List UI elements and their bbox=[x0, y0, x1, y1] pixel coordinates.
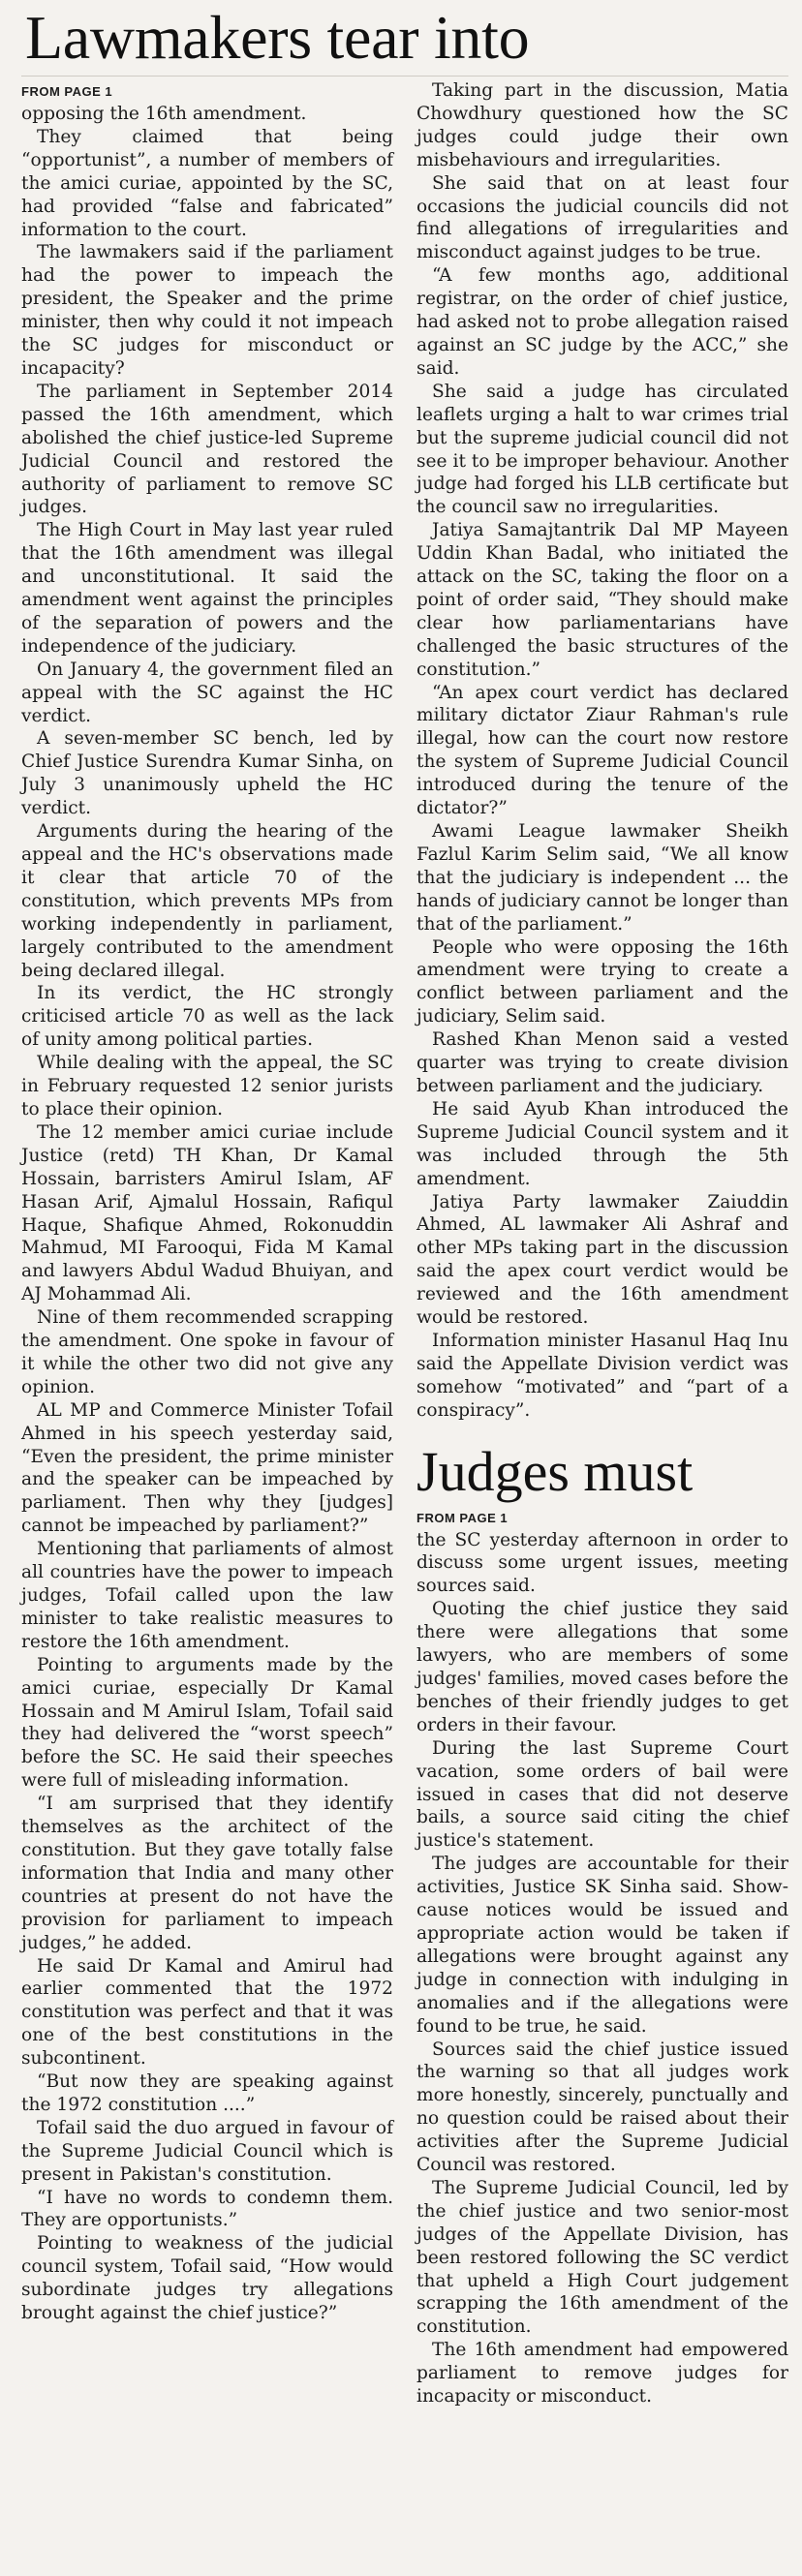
story1-paragraph: On January 4, the government filed an appeal with the SC against the HC verdict. bbox=[21, 659, 393, 726]
story1-paragraph: The High Court in May last year ruled that the 16th amendment was illegal and unconstitutional. It said the amendment went against the principles of the separation of powers and the independence of the judiciary. bbox=[21, 520, 393, 657]
story1-paragraph: Nine of them recommended scrapping the amendment. One spoke in favour of it while the other two did not give any opinion. bbox=[21, 1307, 393, 1397]
story1-paragraph: Awami League lawmaker Sheikh Fazlul Karim Selim said, “We all know that the judiciary is independent ... the hands of judiciary cannot be longer than that of the parliament.” bbox=[416, 821, 788, 935]
story2-paragraph: Quoting the chief justice they said there were allegations that some lawyers, who are members of some judges' families, moved cases before the benches of their friendly judges to get orders in their favour. bbox=[416, 1599, 788, 1735]
story1-paragraph: “But now they are speaking against the 1972 constitution ....” bbox=[21, 2071, 393, 2115]
story1-paragraph: Information minister Hasanul Haq Inu said the Appellate Division verdict was somehow “motivated” and “part of a conspiracy”. bbox=[416, 1330, 788, 1421]
story1-paragraph: “I am surprised that they identify themselves as the architect of the constitution. But they gave totally false information that India and many other countries at present do not have the provision for parliament to impeach judges,” he added. bbox=[21, 1794, 393, 1953]
story1-paragraph: She said that on at least four occasions the judicial councils did not find allegations of irregularities and misconduct against judges to be true. bbox=[416, 172, 788, 263]
story2-paragraph: During the last Supreme Court vacation, some orders of bail were issued in cases that did not deserve bails, a source said citing the chief justice's statement. bbox=[416, 1737, 788, 1852]
story1-paragraph: “I have no words to condemn them. They are opportunists.” bbox=[21, 2187, 393, 2231]
story2-paragraph: the SC yesterday afternoon in order to discuss some urgent issues, meeting sources said. bbox=[416, 1529, 788, 1597]
story1-paragraph: People who were opposing the 16th amendment were trying to create a conflict between parliament and the judiciary, Selim said. bbox=[416, 936, 788, 1027]
story2-paragraph: The judges are accountable for their activities, Justice SK Sinha said. Show-cause notices would be issued and appropriate action would be taken if allegations were brought against any judge in connection with indulging in anomalies and if the allegations were found to be true, he said. bbox=[416, 1854, 788, 2037]
story1-paragraph: Pointing to weakness of the judicial council system, Tofail said, “How would subordinate judges try allegations brought against the chief justice?” bbox=[21, 2233, 393, 2324]
story1-paragraph: Arguments during the hearing of the appeal and the HC's observations made it clear that article 70 of the constitution, which prevents MPs from working independently in parliament, largely contributed to the amendment being declared illegal. bbox=[21, 821, 393, 981]
story1-paragraph: He said Ayub Khan introduced the Supreme Judicial Council system and it was included through the 5th amendment. bbox=[416, 1098, 788, 1189]
story2-paragraph: The 16th amendment had empowered parliament to remove judges for incapacity or misconduct. bbox=[416, 2340, 788, 2407]
story2-paragraph: The Supreme Judicial Council, led by the chief justice and two senior-most judges of the Appellate Division, has been restored following the SC verdict that upheld a High Court judgement scrapping the 16th amendment of the constitution. bbox=[416, 2177, 788, 2338]
story1-paragraph: Rashed Khan Menon said a vested quarter was trying to create division between parliament and the judiciary. bbox=[416, 1029, 788, 1096]
article-columns bbox=[21, 79, 788, 2408]
story2-headline: Judges must bbox=[416, 1439, 694, 1503]
story1-paragraph: The lawmakers said if the parliament had the power to impeach the president, the Speaker and the prime minister, then why could it not impeach the SC judges for misconduct or incapacity? bbox=[21, 242, 393, 379]
story1-paragraph: Jatiya Party lawmaker Zaiuddin Ahmed, AL lawmaker Ali Ashraf and other MPs taking part in the discussion said the apex court verdict would be reviewed and the 16th amendment would be restored. bbox=[416, 1191, 788, 1329]
headline-rule bbox=[21, 76, 788, 77]
story1-paragraph: “An apex court verdict has declared military dictator Ziaur Rahman's rule illegal, how can the court now restore the system of Supreme Judicial Council introduced during the tenure of the dictator?” bbox=[416, 682, 788, 819]
story1-headline: Lawmakers tear into bbox=[25, 3, 530, 72]
story1-paragraph: A seven-member SC bench, led by Chief Justice Surendra Kumar Sinha, on July 3 unanimously upheld the HC verdict. bbox=[21, 728, 393, 819]
story1-paragraph: He said Dr Kamal and Amirul had earlier commented that the 1972 constitution was perfect and that it was one of the best constitutions in the subcontinent. bbox=[21, 1955, 393, 2070]
story2-paragraph: Sources said the chief justice issued the warning so that all judges work more honestly, sincerely, punctually and no question could be raised about their activities after the Supreme Judicial Council was restored. bbox=[416, 2039, 788, 2176]
right-column bbox=[416, 79, 788, 2408]
story1-paragraph: The 12 member amici curiae include Justice (retd) TH Khan, Dr Kamal Hossain, barristers Amirul Islam, AF Hasan Arif, Ajmalul Hossain, Rafiqul Haque, Shafique Ahmed, Rokonuddin Mahmud, MI Farooqui, Fida M Kamal and lawyers Abdul Wadud Bhuiyan, and AJ Mohammad Ali. bbox=[21, 1121, 393, 1305]
story1-paragraph: “A few months ago, additional registrar, on the order of chief justice, had asked not to probe allegation raised against an SC judge by the ACC,” she said. bbox=[416, 265, 788, 379]
story1-paragraph: AL MP and Commerce Minister Tofail Ahmed in his speech yesterday said, “Even the president, the prime minister and the speaker can be impeached by parliament. Then why they [judges] cannot be impeached by parliament?” bbox=[21, 1399, 393, 1537]
story1-paragraph: Pointing to arguments made by the amici curiae, especially Dr Kamal Hossain and M Amirul Islam, Tofail said they had delivered the “worst speech” before the SC. He said their speeches were full of misleading information. bbox=[21, 1654, 393, 1792]
story1-paragraph: In its verdict, the HC strongly criticised article 70 as well as the lack of unity among political parties. bbox=[21, 983, 393, 1051]
story1-paragraph: Taking part in the discussion, Matia Chowdhury questioned how the SC judges could judge their own misbehaviours and irregularities. bbox=[416, 80, 788, 170]
story1-paragraph: Mentioning that parliaments of almost all countries have the power to impeach judges, Tofail called upon the law minister to take realistic measures to restore the 16th amendment. bbox=[21, 1539, 393, 1652]
story1-paragraph: The parliament in September 2014 passed the 16th amendment, which abolished the chief justice-led Supreme Judicial Council and restored the authority of parliament to remove SC judges. bbox=[21, 381, 393, 518]
story1-paragraph: While dealing with the appeal, the SC in February requested 12 senior jurists to place their opinion. bbox=[21, 1053, 393, 1119]
story2-jump-label: FROM PAGE 1 bbox=[416, 1510, 509, 1525]
story1-jump-label: FROM PAGE 1 bbox=[21, 84, 113, 99]
story1-paragraph: They claimed that being “opportunist”, a number of members of the amici curiae, appointed by the SC, had provided “false and fabricated” information to the court. bbox=[21, 126, 393, 240]
story1-paragraph: Jatiya Samajtantrik Dal MP Mayeen Uddin Khan Badal, who initiated the attack on the SC, taking the floor on a point of order said, “They should make clear how parliamentarians have challenged the basic structures of the constitution.” bbox=[416, 520, 788, 680]
story1-paragraph: She said a judge has circulated leaflets urging a halt to war crimes trial but the supreme judicial council did not see it to be improper behaviour. Another judge had forged his LLB certificate but the council saw no irregularities. bbox=[416, 381, 788, 518]
left-column bbox=[21, 79, 393, 2408]
story1-paragraph: opposing the 16th amendment. bbox=[21, 104, 307, 124]
story1-paragraph: Tofail said the duo argued in favour of the Supreme Judicial Council which is present in Pakistan's constitution. bbox=[21, 2117, 393, 2185]
